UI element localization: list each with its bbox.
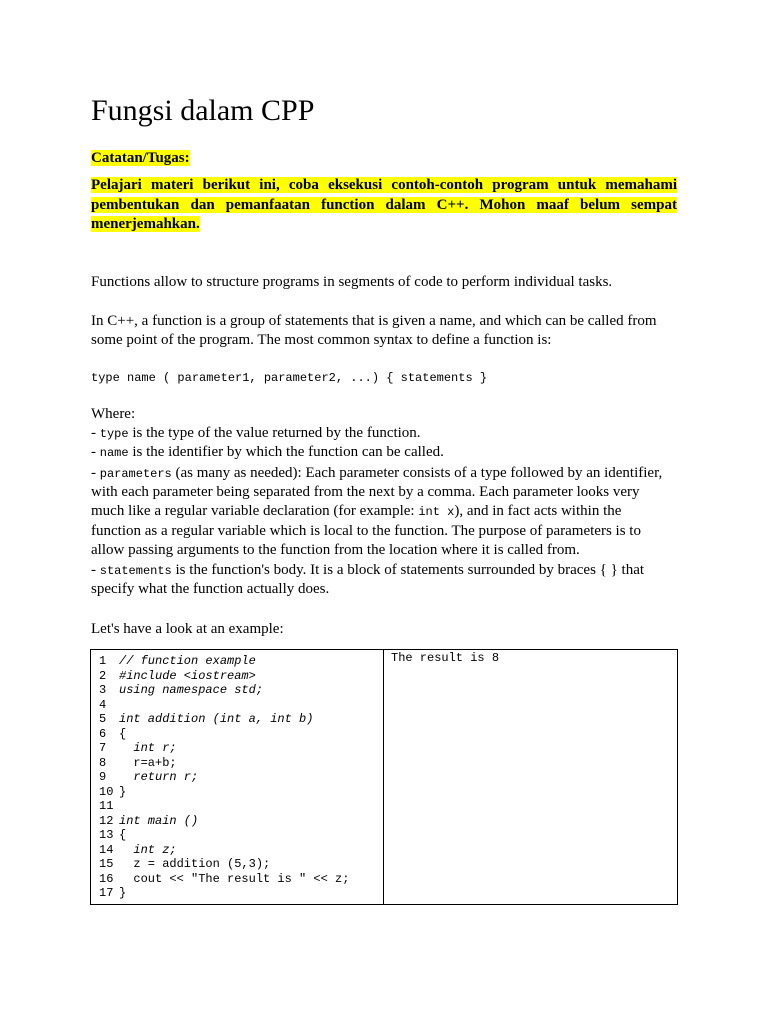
params-desc-3 <box>91 502 621 523</box>
code-listing <box>99 654 349 901</box>
int-x-code: int x <box>418 505 455 519</box>
params-desc-4: function as a regular variable which is local to the function. The purpose of parameters is to <box>91 523 641 539</box>
code-line <box>99 828 349 843</box>
line-number: 1 <box>99 654 107 668</box>
intro-paragraph: Functions allow to structure programs in segments of code to perform individual tasks. <box>91 274 613 290</box>
statements-desc-1: is the function's body. It is a block of statements surrounded by braces { } that <box>171 562 645 578</box>
code-text: int addition (int a, int b) <box>119 712 314 726</box>
params-desc-1: (as many as needed): Each parameter consists of a type followed by an identifier, <box>171 465 663 481</box>
line-number: 6 <box>99 726 107 741</box>
line-number: 16 <box>99 871 114 886</box>
code-text: using namespace std; <box>119 683 264 697</box>
code-text: // function example <box>119 654 256 668</box>
params-desc-3a: much like a regular variable declaration (for example: <box>91 503 419 519</box>
code-text: return r; <box>119 770 199 784</box>
code-text: { <box>119 828 127 842</box>
code-line <box>99 814 349 829</box>
code-example-table <box>90 649 678 905</box>
example-intro: Let's have a look at an example: <box>91 621 284 637</box>
where-type-item: - type is the type of the value returned by the function. <box>91 425 421 441</box>
where-params-item: - parameters (as many as needed): Each parameter consists of a type followed by an identifier, <box>91 465 663 481</box>
name-code: name <box>99 446 129 460</box>
params-desc-3b: ), and in fact acts within the <box>454 503 622 519</box>
code-text: { <box>119 726 127 741</box>
code-line <box>99 843 349 858</box>
line-number: 5 <box>99 712 107 726</box>
code-text: int z; <box>119 842 177 857</box>
code-line <box>99 654 349 669</box>
line-number: 17 <box>99 886 114 900</box>
code-line <box>99 857 349 872</box>
code-line <box>99 756 349 771</box>
table-divider <box>383 650 384 904</box>
code-text: cout << "The result is " << z; <box>119 871 350 886</box>
code-text: r=a+b; <box>119 755 177 770</box>
type-code: type <box>99 427 129 441</box>
code-line <box>99 872 349 887</box>
params-code: parameters <box>99 467 172 481</box>
code-text: int r; <box>119 741 177 755</box>
definition-line-2: some point of the program. The most common syntax to define a function is: <box>91 332 552 348</box>
note-line-text: menerjemahkan. <box>91 216 200 232</box>
definition-line-1: In C++, a function is a group of statements that is given a name, and which can be called from <box>91 313 657 329</box>
code-line <box>99 799 349 814</box>
syntax-example: type name ( parameter1, parameter2, ...) { statements } <box>91 371 488 385</box>
line-number: 15 <box>99 857 114 871</box>
statements-code: statements <box>99 564 172 578</box>
code-line <box>99 741 349 756</box>
code-line <box>99 770 349 785</box>
line-number: 11 <box>99 799 114 813</box>
code-text: z = addition (5,3); <box>119 857 271 871</box>
code-text: #include <iostream> <box>119 668 256 683</box>
statements-desc-2: specify what the function actually does. <box>91 581 330 597</box>
where-name-item: - name is the identifier by which the function can be called. <box>91 444 444 460</box>
note-label-text: Catatan/Tugas: <box>91 150 190 166</box>
note-label <box>91 149 190 169</box>
line-number: 8 <box>99 755 107 770</box>
name-desc: is the identifier by which the function can be called. <box>128 444 444 460</box>
code-line <box>99 683 349 698</box>
code-line <box>99 669 349 684</box>
code-line <box>99 886 349 901</box>
params-desc-5: allow passing arguments to the function from the location where it is called from. <box>91 542 580 558</box>
note-line <box>91 215 677 235</box>
code-line <box>99 785 349 800</box>
note-line-text: pembentukan dan pemanfaatan function dalam C++. Mohon maaf belum sempat <box>91 196 677 213</box>
where-statements-item: - statements is the function's body. It is a block of statements surrounded by braces { } that <box>91 562 645 578</box>
code-line <box>99 712 349 727</box>
code-line <box>99 727 349 742</box>
note-line <box>91 196 677 216</box>
code-text: } <box>119 784 127 799</box>
line-number: 3 <box>99 683 107 697</box>
line-number: 4 <box>99 697 107 712</box>
code-line <box>99 698 349 713</box>
program-output: The result is 8 <box>391 651 500 665</box>
line-number: 10 <box>99 784 114 799</box>
line-number: 13 <box>99 828 114 842</box>
type-desc: is the type of the value returned by the function. <box>128 425 421 441</box>
params-desc-2: with each parameter being separated from the next by a comma. Each parameter looks very <box>91 484 640 500</box>
line-number: 7 <box>99 741 107 755</box>
code-text: } <box>119 886 127 900</box>
line-number: 14 <box>99 842 114 857</box>
code-text: int main () <box>119 813 199 828</box>
line-number: 2 <box>99 668 107 683</box>
note-paragraph <box>91 176 677 235</box>
where-heading: Where: <box>91 406 136 422</box>
note-line <box>91 176 677 196</box>
page-title: Fungsi dalam CPP <box>91 94 315 127</box>
line-number: 9 <box>99 770 107 784</box>
note-line-text: Pelajari materi berikut ini, coba eksekusi contoh-contoh program untuk memahami <box>91 177 677 193</box>
line-number: 12 <box>99 813 114 828</box>
